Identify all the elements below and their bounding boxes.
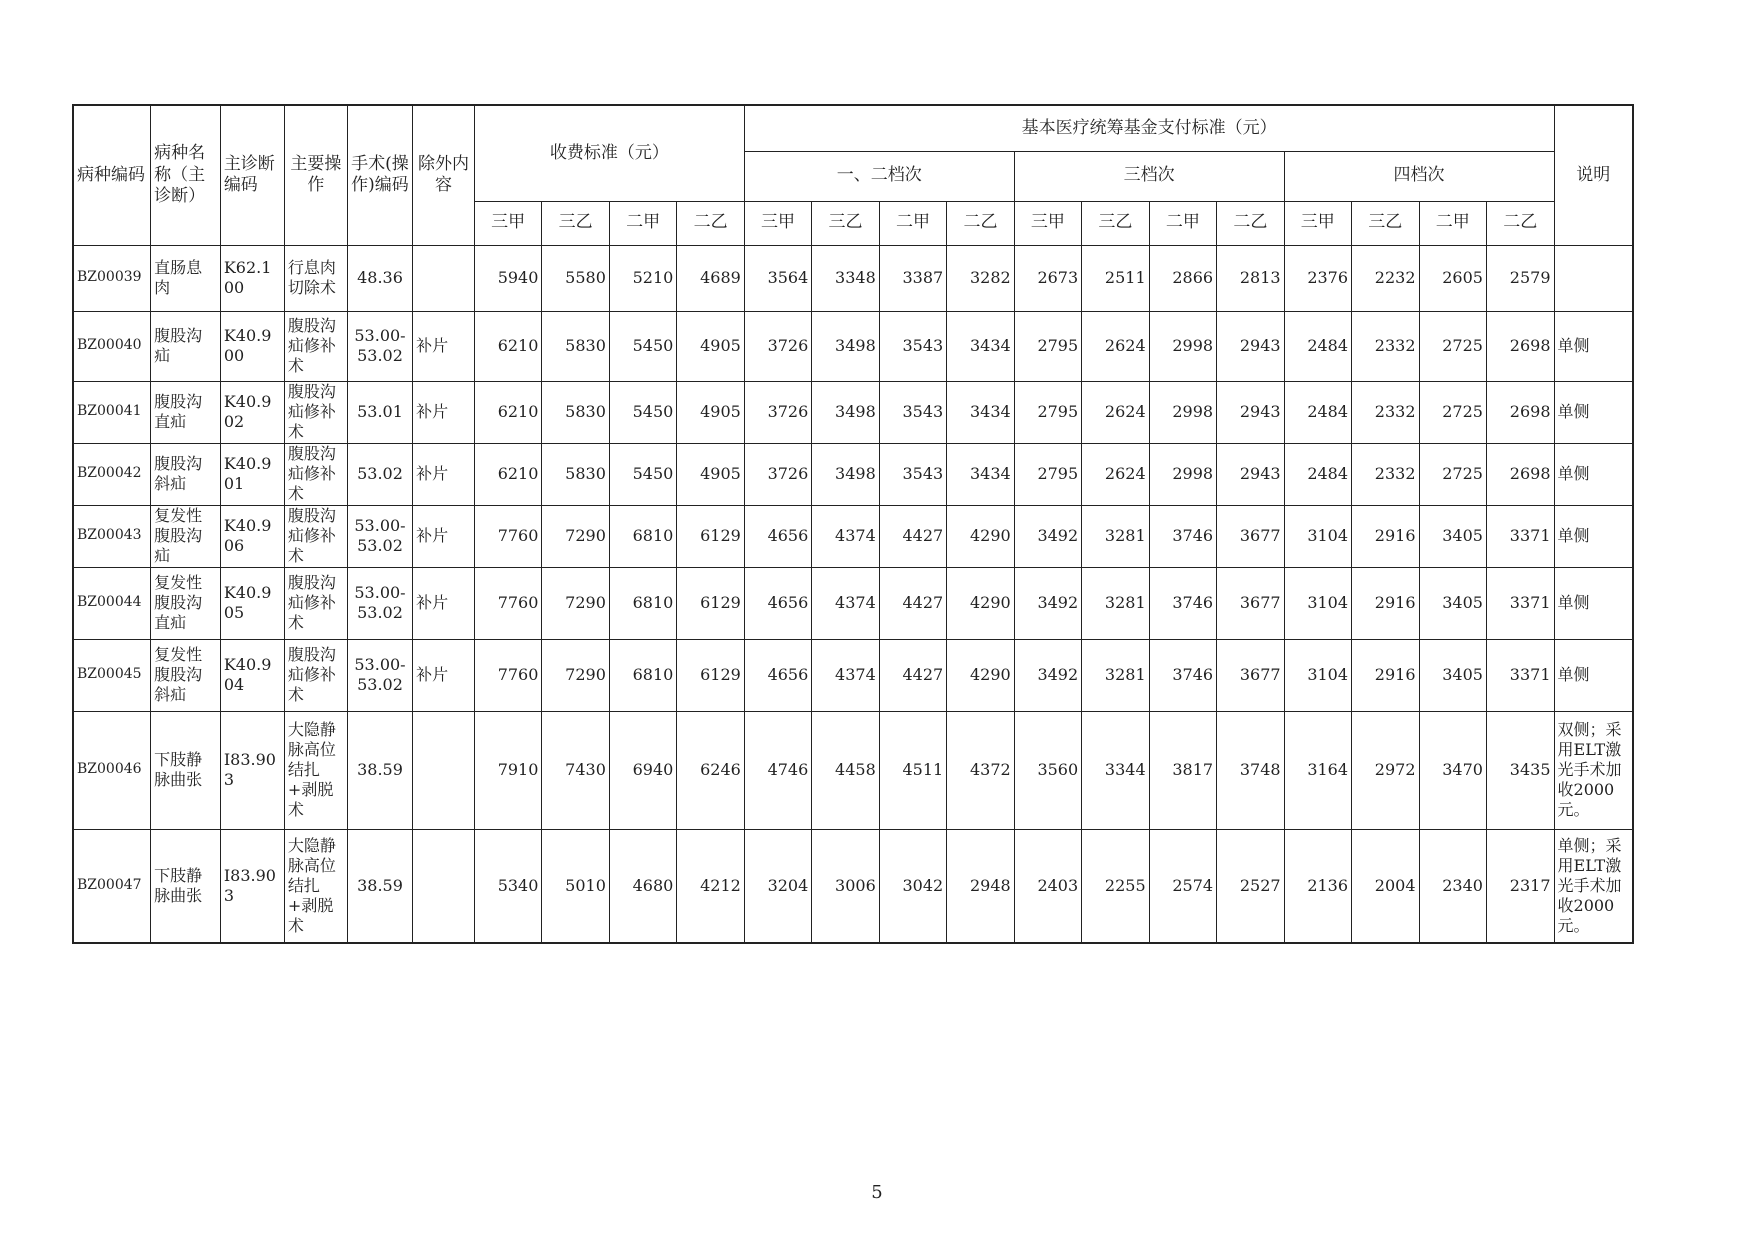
cell-main-operation: 腹股沟疝修补术 [284, 505, 347, 567]
grade-header-t12: 二乙 [947, 201, 1014, 245]
cell-operation-code: 53.00-53.02 [347, 311, 412, 381]
cell-t3-value: 2403 [1014, 829, 1081, 943]
grade-header-t12: 二甲 [879, 201, 946, 245]
cell-t3-value: 2624 [1082, 381, 1149, 443]
cell-t12-value: 4746 [744, 711, 811, 829]
cell-fee-value: 7910 [474, 711, 541, 829]
table-row [73, 311, 1633, 381]
cell-t3-value: 3281 [1082, 567, 1149, 639]
cell-disease-code: BZ00046 [73, 711, 151, 829]
cell-t12-value: 4374 [812, 639, 879, 711]
cell-t3-value: 2795 [1014, 381, 1081, 443]
header-tier-3: 三档次 [1014, 151, 1284, 201]
cell-t3-value: 2943 [1217, 443, 1284, 505]
header-disease-code: 病种编码 [73, 105, 151, 245]
header-notes: 说明 [1554, 105, 1633, 245]
table-row [73, 639, 1633, 711]
cell-t3-value: 3677 [1217, 639, 1284, 711]
cell-diagnosis-code: K40.902 [220, 381, 284, 443]
cell-exclusions: 补片 [413, 311, 475, 381]
cell-t12-value: 3726 [744, 443, 811, 505]
cell-t3-value: 3281 [1082, 639, 1149, 711]
cell-t4-value: 2232 [1352, 245, 1419, 311]
cell-fee-value: 4905 [677, 443, 744, 505]
cell-notes: 单侧 [1554, 443, 1633, 505]
cell-fee-value: 5210 [609, 245, 676, 311]
cell-t4-value: 2916 [1352, 639, 1419, 711]
cell-t12-value: 3282 [947, 245, 1014, 311]
grade-header-t4: 二甲 [1419, 201, 1486, 245]
cell-fee-value: 5830 [542, 311, 609, 381]
cell-fee-value: 4212 [677, 829, 744, 943]
table-row [73, 829, 1633, 943]
cell-fee-value: 4680 [609, 829, 676, 943]
cell-t4-value: 2340 [1419, 829, 1486, 943]
cell-operation-code: 38.59 [347, 829, 412, 943]
cell-t12-value: 3434 [947, 443, 1014, 505]
cell-t12-value: 4374 [812, 505, 879, 567]
cell-main-operation: 腹股沟疝修补术 [284, 311, 347, 381]
cell-disease-code: BZ00040 [73, 311, 151, 381]
cell-disease-name: 下肢静脉曲张 [151, 711, 221, 829]
cell-t3-value: 3746 [1149, 639, 1216, 711]
cell-fee-value: 5450 [609, 311, 676, 381]
cell-t12-value: 4458 [812, 711, 879, 829]
grade-header-fee: 三乙 [542, 201, 609, 245]
cell-t12-value: 4290 [947, 505, 1014, 567]
cell-disease-code: BZ00047 [73, 829, 151, 943]
cell-main-operation: 腹股沟疝修补术 [284, 381, 347, 443]
cell-t3-value: 2943 [1217, 311, 1284, 381]
table-row [73, 711, 1633, 829]
header-disease-name: 病种名称（主诊断） [151, 105, 221, 245]
cell-disease-name: 直肠息肉 [151, 245, 221, 311]
cell-fee-value: 5340 [474, 829, 541, 943]
table-row [73, 443, 1633, 505]
table-row [73, 381, 1633, 443]
cell-t4-value: 2484 [1284, 381, 1351, 443]
cell-t12-value: 3387 [879, 245, 946, 311]
cell-disease-name: 腹股沟疝 [151, 311, 221, 381]
header-diagnosis-code: 主诊断编码 [220, 105, 284, 245]
cell-fee-value: 6129 [677, 567, 744, 639]
grade-header-t4: 三乙 [1352, 201, 1419, 245]
cell-fee-value: 6810 [609, 505, 676, 567]
grade-header-t3: 二甲 [1149, 201, 1216, 245]
cell-t12-value: 4511 [879, 711, 946, 829]
cell-t12-value: 4427 [879, 505, 946, 567]
cell-t12-value: 3726 [744, 381, 811, 443]
cell-exclusions [413, 829, 475, 943]
cell-disease-name: 复发性腹股沟直疝 [151, 567, 221, 639]
cell-operation-code: 53.02 [347, 443, 412, 505]
cell-fee-value: 6940 [609, 711, 676, 829]
cell-t3-value: 3748 [1217, 711, 1284, 829]
cell-t4-value: 2916 [1352, 505, 1419, 567]
cell-t4-value: 3104 [1284, 639, 1351, 711]
cell-fee-value: 6246 [677, 711, 744, 829]
cell-t4-value: 2725 [1419, 381, 1486, 443]
cell-disease-name: 腹股沟直疝 [151, 381, 221, 443]
cell-operation-code: 53.01 [347, 381, 412, 443]
cell-t3-value: 3492 [1014, 639, 1081, 711]
grade-header-t3: 三甲 [1014, 201, 1081, 245]
cell-t3-value: 3492 [1014, 567, 1081, 639]
cell-t4-value: 3371 [1486, 567, 1554, 639]
cell-notes: 双侧；采用ELT激光手术加收2000元。 [1554, 711, 1633, 829]
cell-t12-value: 3348 [812, 245, 879, 311]
cell-diagnosis-code: I83.903 [220, 829, 284, 943]
cell-main-operation: 腹股沟疝修补术 [284, 567, 347, 639]
cell-main-operation: 行息肉切除术 [284, 245, 347, 311]
cell-t4-value: 2004 [1352, 829, 1419, 943]
cell-fee-value: 6129 [677, 639, 744, 711]
cell-fee-value: 6210 [474, 381, 541, 443]
grade-header-fee: 二乙 [677, 201, 744, 245]
cell-fee-value: 5450 [609, 443, 676, 505]
cell-t4-value: 2698 [1486, 311, 1554, 381]
grade-header-t4: 二乙 [1486, 201, 1554, 245]
cell-fee-value: 7430 [542, 711, 609, 829]
cell-fee-value: 7290 [542, 639, 609, 711]
cell-diagnosis-code: K62.100 [220, 245, 284, 311]
cell-t4-value: 2484 [1284, 311, 1351, 381]
grade-header-t4: 三甲 [1284, 201, 1351, 245]
cell-disease-code: BZ00044 [73, 567, 151, 639]
cell-operation-code: 53.00-53.02 [347, 567, 412, 639]
cell-t4-value: 3104 [1284, 567, 1351, 639]
cell-fee-value: 7760 [474, 505, 541, 567]
cell-disease-code: BZ00045 [73, 639, 151, 711]
cell-operation-code: 53.00-53.02 [347, 639, 412, 711]
cell-fee-value: 5450 [609, 381, 676, 443]
cell-fee-value: 5010 [542, 829, 609, 943]
header-fund-standard: 基本医疗统筹基金支付标准（元） [744, 105, 1554, 151]
cell-t3-value: 2943 [1217, 381, 1284, 443]
cell-t4-value: 3371 [1486, 505, 1554, 567]
cell-diagnosis-code: K40.905 [220, 567, 284, 639]
cell-operation-code: 48.36 [347, 245, 412, 311]
cell-disease-name: 复发性腹股沟疝 [151, 505, 221, 567]
cell-main-operation: 腹股沟疝修补术 [284, 639, 347, 711]
cell-t12-value: 3498 [812, 311, 879, 381]
cell-fee-value: 7290 [542, 505, 609, 567]
cell-fee-value: 6129 [677, 505, 744, 567]
page-number: 5 [871, 1182, 883, 1203]
grade-header-fee: 三甲 [474, 201, 541, 245]
cell-t4-value: 3470 [1419, 711, 1486, 829]
cell-notes: 单侧 [1554, 311, 1633, 381]
cell-diagnosis-code: K40.901 [220, 443, 284, 505]
cell-t12-value: 3543 [879, 443, 946, 505]
cell-fee-value: 6810 [609, 639, 676, 711]
cell-t4-value: 2136 [1284, 829, 1351, 943]
cell-t12-value: 4656 [744, 639, 811, 711]
header-tier-1-2: 一、二档次 [744, 151, 1014, 201]
cell-t4-value: 2605 [1419, 245, 1486, 311]
cell-t4-value: 3104 [1284, 505, 1351, 567]
cell-t12-value: 3543 [879, 311, 946, 381]
cell-t12-value: 3498 [812, 443, 879, 505]
cell-t3-value: 2813 [1217, 245, 1284, 311]
cell-t4-value: 3371 [1486, 639, 1554, 711]
cell-fee-value: 6210 [474, 311, 541, 381]
cell-exclusions: 补片 [413, 639, 475, 711]
cell-t3-value: 3817 [1149, 711, 1216, 829]
cell-t4-value: 2972 [1352, 711, 1419, 829]
cell-disease-name: 下肢静脉曲张 [151, 829, 221, 943]
cell-notes: 单侧；采用ELT激光手术加收2000元。 [1554, 829, 1633, 943]
cell-t12-value: 3543 [879, 381, 946, 443]
cell-fee-value: 4689 [677, 245, 744, 311]
cell-main-operation: 大隐静脉高位结扎+剥脱术 [284, 829, 347, 943]
cell-t12-value: 4656 [744, 505, 811, 567]
grade-header-t12: 三乙 [812, 201, 879, 245]
cell-t12-value: 3434 [947, 381, 1014, 443]
cell-t4-value: 2698 [1486, 443, 1554, 505]
cell-t12-value: 3498 [812, 381, 879, 443]
cell-notes: 单侧 [1554, 567, 1633, 639]
cell-t3-value: 2998 [1149, 443, 1216, 505]
cell-fee-value: 5580 [542, 245, 609, 311]
cell-t3-value: 2998 [1149, 381, 1216, 443]
cell-t4-value: 2484 [1284, 443, 1351, 505]
cell-t3-value: 3746 [1149, 567, 1216, 639]
cell-t3-value: 2527 [1217, 829, 1284, 943]
grade-header-t3: 三乙 [1082, 201, 1149, 245]
grade-header-fee: 二甲 [609, 201, 676, 245]
table-row [73, 567, 1633, 639]
cell-exclusions [413, 711, 475, 829]
cell-t3-value: 3560 [1014, 711, 1081, 829]
cell-fee-value: 5940 [474, 245, 541, 311]
cell-t3-value: 3344 [1082, 711, 1149, 829]
cell-t3-value: 2255 [1082, 829, 1149, 943]
cell-t4-value: 3435 [1486, 711, 1554, 829]
header-main-operation: 主要操作 [284, 105, 347, 245]
cell-t3-value: 2511 [1082, 245, 1149, 311]
cell-t3-value: 2673 [1014, 245, 1081, 311]
cell-t4-value: 3164 [1284, 711, 1351, 829]
cell-t3-value: 2795 [1014, 443, 1081, 505]
cell-t4-value: 2332 [1352, 381, 1419, 443]
cell-t12-value: 4656 [744, 567, 811, 639]
cell-t3-value: 2795 [1014, 311, 1081, 381]
cell-exclusions: 补片 [413, 443, 475, 505]
cell-t3-value: 3677 [1217, 567, 1284, 639]
table-row [73, 505, 1633, 567]
cell-t3-value: 3492 [1014, 505, 1081, 567]
cell-t4-value: 2916 [1352, 567, 1419, 639]
cell-t12-value: 3434 [947, 311, 1014, 381]
cell-diagnosis-code: K40.906 [220, 505, 284, 567]
cell-t4-value: 3405 [1419, 505, 1486, 567]
cell-fee-value: 6210 [474, 443, 541, 505]
cell-notes [1554, 245, 1633, 311]
cell-t3-value: 3746 [1149, 505, 1216, 567]
cell-disease-code: BZ00041 [73, 381, 151, 443]
cell-operation-code: 53.00-53.02 [347, 505, 412, 567]
cell-fee-value: 4905 [677, 311, 744, 381]
cell-t3-value: 2624 [1082, 311, 1149, 381]
cell-t12-value: 4427 [879, 567, 946, 639]
cell-fee-value: 7290 [542, 567, 609, 639]
cell-main-operation: 大隐静脉高位结扎+剥脱术 [284, 711, 347, 829]
cell-fee-value: 4905 [677, 381, 744, 443]
cell-t4-value: 2376 [1284, 245, 1351, 311]
cell-t4-value: 2725 [1419, 443, 1486, 505]
cell-t3-value: 2624 [1082, 443, 1149, 505]
cell-t4-value: 2332 [1352, 311, 1419, 381]
cell-t12-value: 4372 [947, 711, 1014, 829]
cell-main-operation: 腹股沟疝修补术 [284, 443, 347, 505]
header-operation-code: 手术(操作)编码 [347, 105, 412, 245]
cell-t4-value: 3405 [1419, 567, 1486, 639]
cell-fee-value: 5830 [542, 443, 609, 505]
cell-exclusions [413, 245, 475, 311]
grade-header-t12: 三甲 [744, 201, 811, 245]
cell-t3-value: 2998 [1149, 311, 1216, 381]
cell-disease-name: 腹股沟斜疝 [151, 443, 221, 505]
cell-t3-value: 2866 [1149, 245, 1216, 311]
cell-t4-value: 2579 [1486, 245, 1554, 311]
cell-t3-value: 2574 [1149, 829, 1216, 943]
cell-exclusions: 补片 [413, 567, 475, 639]
cell-t12-value: 3726 [744, 311, 811, 381]
cell-t12-value: 4290 [947, 639, 1014, 711]
cell-disease-code: BZ00039 [73, 245, 151, 311]
header-fee-standard: 收费标准（元） [474, 105, 744, 201]
cell-t4-value: 2317 [1486, 829, 1554, 943]
cell-t12-value: 2948 [947, 829, 1014, 943]
table-row [73, 245, 1633, 311]
cell-t12-value: 4290 [947, 567, 1014, 639]
header-tier-4: 四档次 [1284, 151, 1554, 201]
cell-operation-code: 38.59 [347, 711, 412, 829]
cell-notes: 单侧 [1554, 639, 1633, 711]
cell-t4-value: 2332 [1352, 443, 1419, 505]
cell-diagnosis-code: K40.900 [220, 311, 284, 381]
cell-disease-code: BZ00043 [73, 505, 151, 567]
table-header [73, 105, 1633, 245]
grade-header-t3: 二乙 [1217, 201, 1284, 245]
cell-t4-value: 3405 [1419, 639, 1486, 711]
cell-exclusions: 补片 [413, 381, 475, 443]
cell-disease-code: BZ00042 [73, 443, 151, 505]
payment-standard-table [72, 104, 1634, 944]
cell-t12-value: 4374 [812, 567, 879, 639]
table-body [73, 245, 1633, 943]
cell-t4-value: 2725 [1419, 311, 1486, 381]
cell-disease-name: 复发性腹股沟斜疝 [151, 639, 221, 711]
cell-fee-value: 6810 [609, 567, 676, 639]
cell-t3-value: 3677 [1217, 505, 1284, 567]
cell-t3-value: 3281 [1082, 505, 1149, 567]
cell-fee-value: 7760 [474, 639, 541, 711]
cell-notes: 单侧 [1554, 505, 1633, 567]
cell-t12-value: 3006 [812, 829, 879, 943]
cell-t12-value: 3042 [879, 829, 946, 943]
cell-diagnosis-code: I83.903 [220, 711, 284, 829]
header-exclusions: 除外内容 [413, 105, 475, 245]
cell-t12-value: 3564 [744, 245, 811, 311]
cell-fee-value: 5830 [542, 381, 609, 443]
cell-fee-value: 7760 [474, 567, 541, 639]
cell-t12-value: 3204 [744, 829, 811, 943]
cell-diagnosis-code: K40.904 [220, 639, 284, 711]
cell-exclusions: 补片 [413, 505, 475, 567]
cell-t4-value: 2698 [1486, 381, 1554, 443]
cell-notes: 单侧 [1554, 381, 1633, 443]
cell-t12-value: 4427 [879, 639, 946, 711]
